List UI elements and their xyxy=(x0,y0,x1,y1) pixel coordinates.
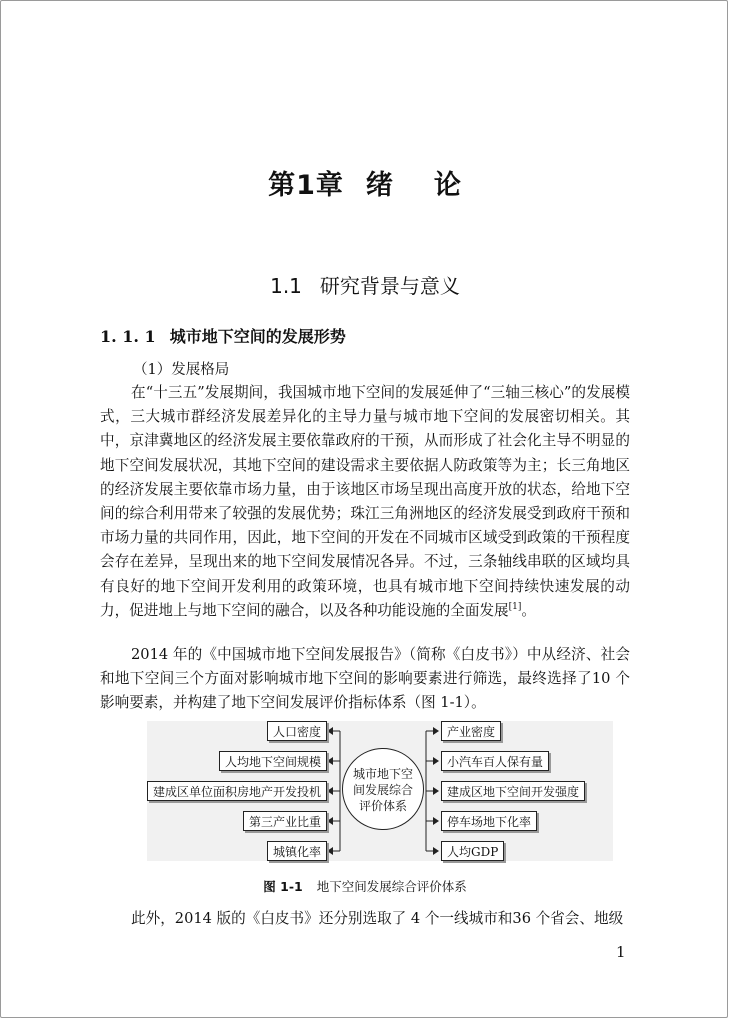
figure-center-node xyxy=(342,748,424,830)
chapter-title-part1: 绪 xyxy=(365,170,394,201)
paragraph-2-text: 2014 年的《中国城市地下空间发展报告》（简称《白皮书》）中从经济、社会和地下空间三个方面对影响城市地下空间的影响要素进行筛选，最终选择了10 个影响要素，并构建了地下空间发展评价指标体系（图 1-1）。 xyxy=(100,646,630,712)
center-line-2: 间发展综合 xyxy=(352,783,413,797)
chapter-number: 第1章 xyxy=(268,170,344,201)
figure-caption-number: 图 1-1 xyxy=(263,879,303,894)
figure-box-left-4: 第三产业比重 xyxy=(243,811,327,831)
paragraph-2 xyxy=(100,643,630,716)
citation-ref[interactable]: [1] xyxy=(508,601,522,612)
figure-box-left-2: 人均地下空间规模 xyxy=(219,751,327,771)
figure-box-right-1: 产业密度 xyxy=(441,721,501,741)
section-title-text: 研究背景与意义 xyxy=(319,274,460,298)
subsection-title-text: 城市地下空间的发展形势 xyxy=(169,327,346,346)
center-line-1: 城市地下空 xyxy=(352,767,413,781)
figure-caption xyxy=(0,877,730,895)
section-number: 1.1 xyxy=(270,274,302,298)
figure-box-left-3: 建成区单位面积房地产开发投机 xyxy=(147,781,327,801)
paragraph-1-end: 。 xyxy=(521,601,536,619)
figure-box-right-2: 小汽车百人保有量 xyxy=(441,751,549,771)
chapter-title-part2: 论 xyxy=(433,170,462,201)
page-number: 1 xyxy=(616,943,626,961)
paragraph-3 xyxy=(100,907,630,931)
figure-box-right-4: 停车场地下化率 xyxy=(441,811,537,831)
figure-box-right-5: 人均GDP xyxy=(441,841,504,861)
figure-box-right-3: 建成区地下空间开发强度 xyxy=(441,781,585,801)
chapter-title xyxy=(0,163,730,202)
section-title xyxy=(0,270,730,299)
paragraph-3-text: 此外，2014 版的《白皮书》还分别选取了 4 个一线城市和36 个省会、地级 xyxy=(131,910,624,927)
subsection-number: 1. 1. 1 xyxy=(100,327,156,346)
figure-caption-text: 地下空间发展综合评价体系 xyxy=(316,879,467,894)
figure-diagram xyxy=(147,721,613,861)
item-title: （1）发展格局 xyxy=(133,362,230,378)
paragraph-1 xyxy=(100,381,630,623)
subsection-title xyxy=(100,324,346,347)
figure-box-left-5: 城镇化率 xyxy=(267,841,327,861)
center-line-3: 评价体系 xyxy=(358,799,407,813)
paragraph-1-text: 在“十三五”发展期间，我国城市地下空间的发展延伸了“三轴三核心”的发展模式，三大城市群经济发展差异化的主导力量与城市地下空间的发展密切相关。其中，京津冀地区的经济发展主要依靠政府的干预，从而形成了社会化主导不明显的地下空间发展状况，其地下空间的建设需求主要依据人防政策等为主；长三角地区的经济发展主要依靠市场力量，由于该地区市场呈现出高度开放的状态，给地下空间的综合利用带来了较强的发展优势；珠江三角洲地区的经济发展受到政府干预和市场力量的共同作用，因此，地下空间的开发在不同城市区域受到政策的干预程度会存在差异，呈现出来的地下空间发展情况各异。不过，三条轴线串联的区域均具有良好的地下空间开发利用的政策环境，也具有城市地下空间持续快速发展的动力，促进地上与地下空间的融合，以及各种功能设施的全面发展 xyxy=(100,384,630,619)
figure-box-left-1: 人口密度 xyxy=(267,721,327,741)
